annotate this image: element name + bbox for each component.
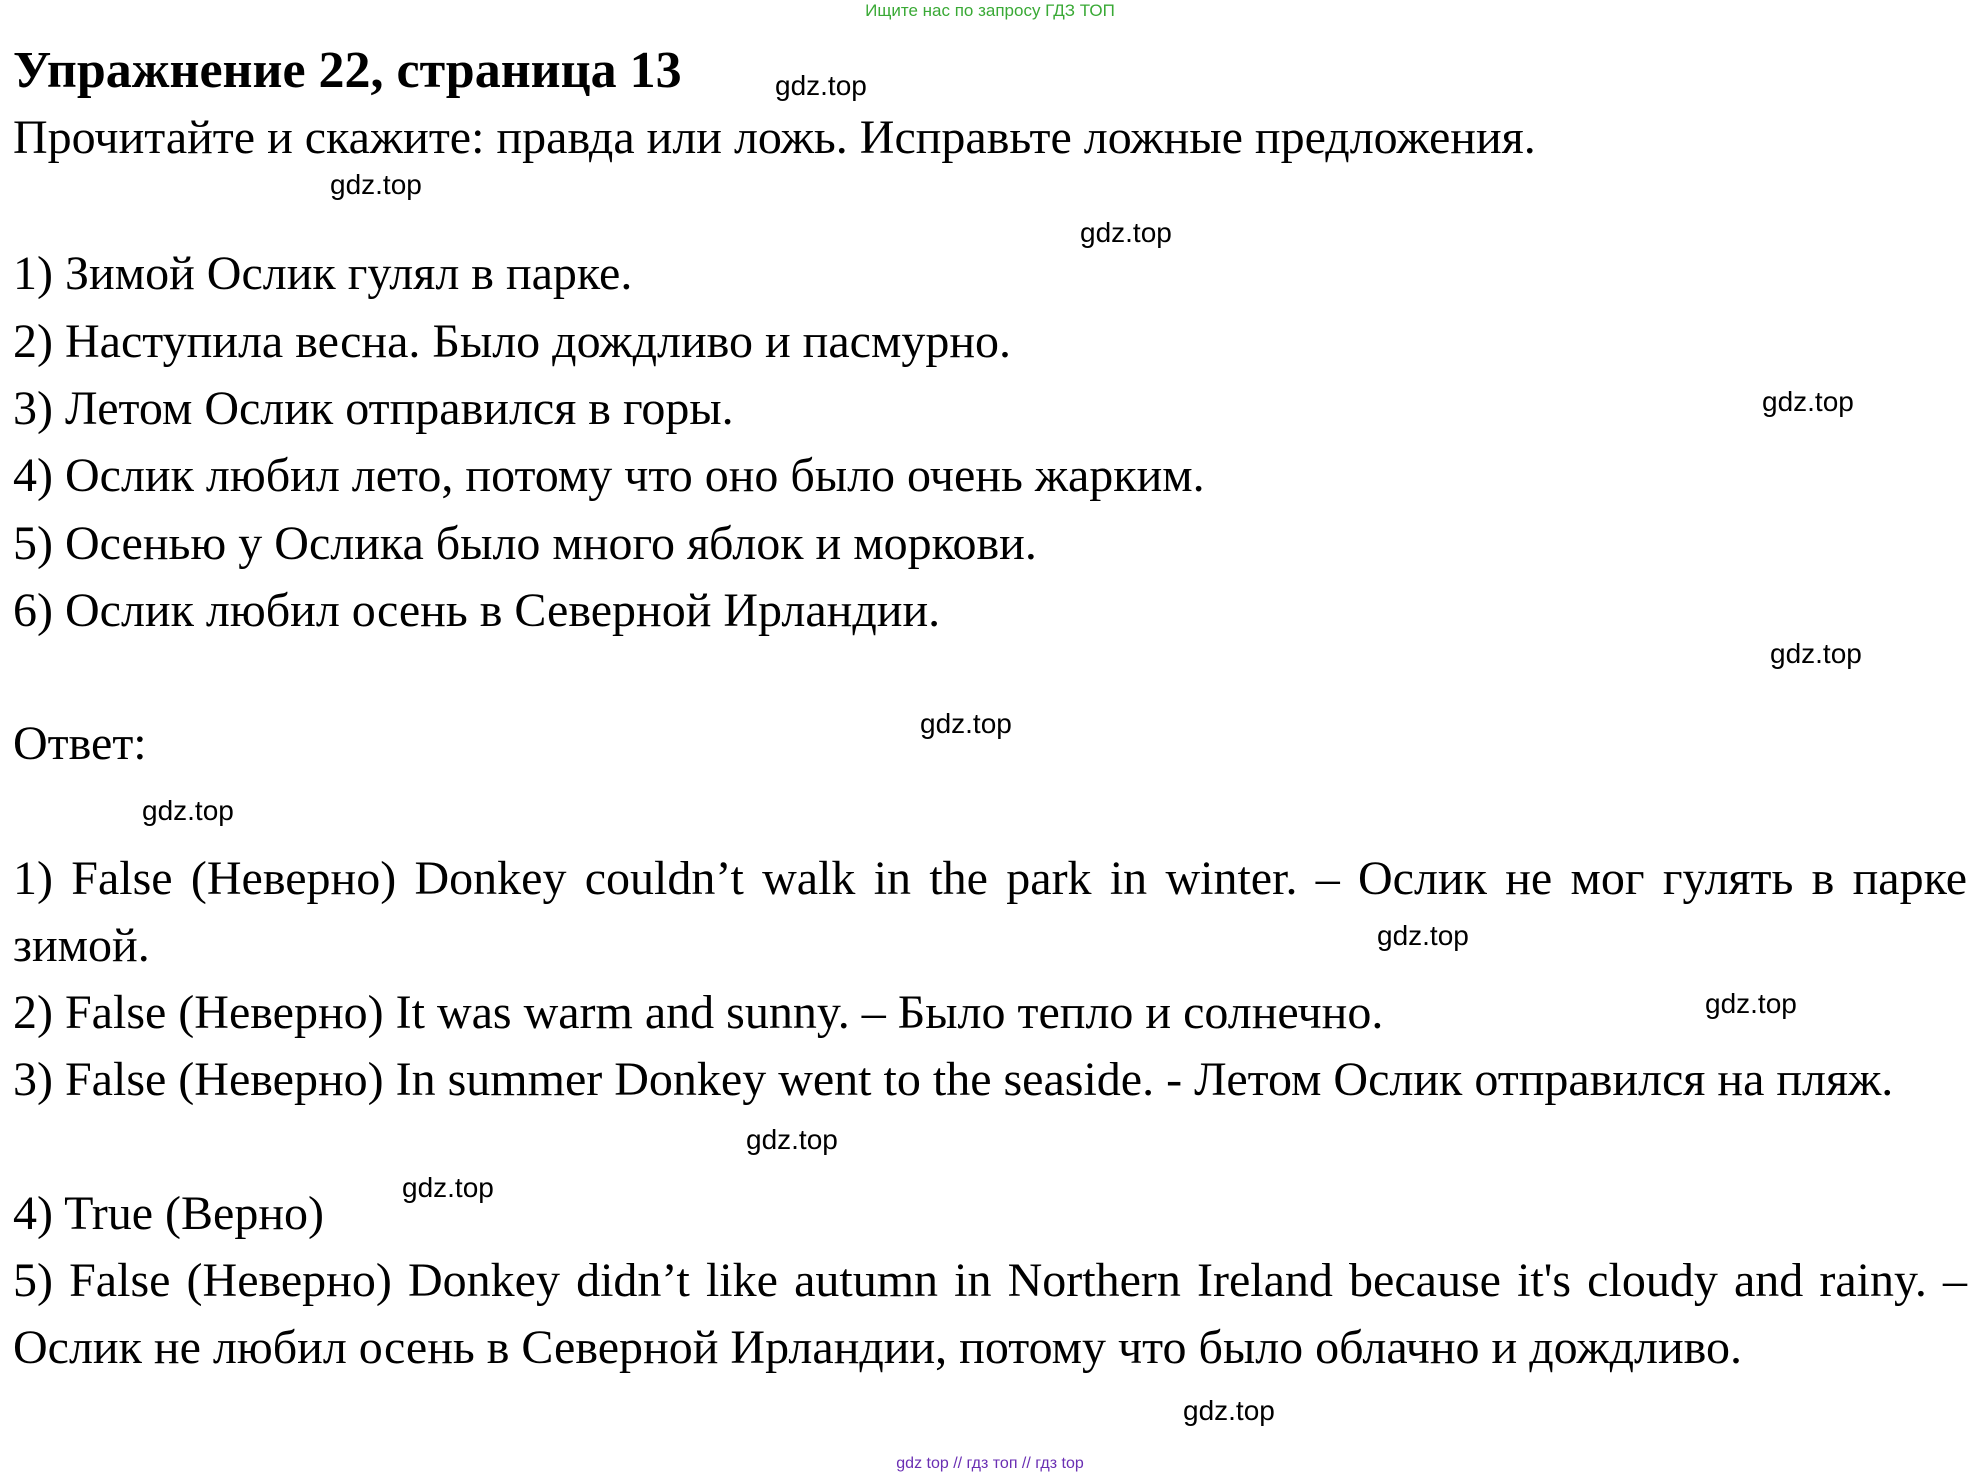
statement-3: 3) Летом Ослик отправился в горы. [13, 382, 734, 435]
statement-5: 5) Осенью у Ослика было много яблок и моркови. [13, 517, 1037, 570]
statement-1: 1) Зимой Ослик гулял в парке. [13, 247, 633, 300]
watermark: gdz.top [402, 1172, 494, 1203]
top-search-note: Ищите нас по запросу ГДЗ ТОП [865, 1, 1115, 20]
statement-6: 6) Ослик любил осень в Северной Ирландии. [13, 584, 941, 637]
watermark: gdz.top [1080, 217, 1172, 248]
statement-2: 2) Наступила весна. Было дождливо и пасмурно. [13, 315, 1012, 368]
watermark: gdz.top [746, 1124, 838, 1155]
answer-2: 2) False (Неверно) It was warm and sunny. – Было тепло и солнечно. [13, 986, 1384, 1039]
answer-3: 3) False (Неверно) In summer Donkey went to the seaside. - Летом Ослик отправился на пляж. [13, 1053, 1894, 1106]
watermark: gdz.top [1770, 638, 1862, 669]
watermark: gdz.top [1705, 988, 1797, 1019]
watermark: gdz.top [775, 70, 867, 101]
page-title: Упражнение 22, страница 13 [13, 42, 682, 99]
watermark: gdz.top [330, 169, 422, 200]
answer-4: 4) True (Верно) [13, 1187, 325, 1240]
answer-1: 1) False (Неверно) Donkey couldn’t walk in the park in winter. – Ослик не мог гулять в парке зимой. [13, 852, 1967, 972]
instruction-text: Прочитайте и скажите: правда или ложь. Исправьте ложные предложения. [13, 111, 1536, 164]
answer-5: 5) False (Неверно) Donkey didn’t like autumn in Northern Ireland because it's cloudy and rainy. – Ослик не любил осень в Северной Ирландии, потому что было облачно и дождливо. [13, 1254, 1967, 1374]
answer-label: Ответ: [13, 717, 147, 770]
watermark: gdz.top [1183, 1395, 1275, 1426]
watermark: gdz.top [142, 795, 234, 826]
watermark: gdz.top [1377, 920, 1469, 951]
bottom-site-note: gdz top // гдз топ // гдз top [896, 1455, 1084, 1472]
watermark: gdz.top [920, 708, 1012, 739]
statement-4: 4) Ослик любил лето, потому что оно было очень жарким. [13, 449, 1205, 502]
watermark: gdz.top [1762, 386, 1854, 417]
